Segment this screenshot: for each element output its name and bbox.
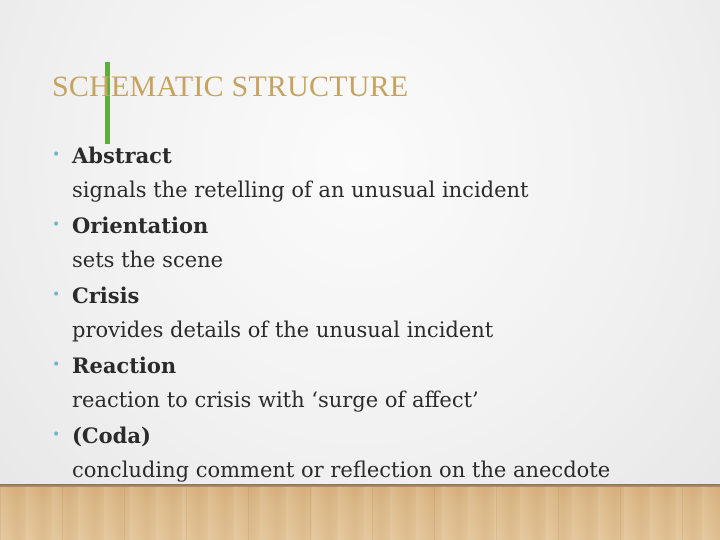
item-description: concluding comment or reflection on the anecdote — [72, 458, 611, 482]
item-description: reaction to crisis with ‘surge of affect’ — [72, 388, 479, 412]
slide-title: SCHEMATIC STRUCTURE — [52, 70, 409, 103]
list-item-orientation — [52, 208, 692, 278]
list-item-crisis — [52, 278, 692, 348]
bullet-icon: • — [52, 287, 61, 303]
item-description: provides details of the unusual incident — [72, 318, 494, 342]
item-term: Crisis — [72, 283, 140, 308]
item-description: sets the scene — [72, 248, 224, 272]
item-term: Abstract — [72, 143, 172, 168]
item-term: (Coda) — [72, 423, 151, 448]
bullet-list — [52, 138, 692, 488]
wood-floor-decoration — [0, 484, 720, 540]
list-item-coda — [52, 418, 692, 488]
bullet-icon: • — [52, 357, 61, 373]
bullet-icon: • — [52, 427, 61, 443]
item-term: Orientation — [72, 213, 209, 238]
bullet-icon: • — [52, 217, 61, 233]
item-description: signals the retelling of an unusual incident — [72, 178, 529, 202]
list-item-reaction — [52, 348, 692, 418]
item-term: Reaction — [72, 353, 177, 378]
list-item-abstract — [52, 138, 692, 208]
floor-edge-decoration — [0, 484, 720, 487]
bullet-icon: • — [52, 147, 61, 163]
